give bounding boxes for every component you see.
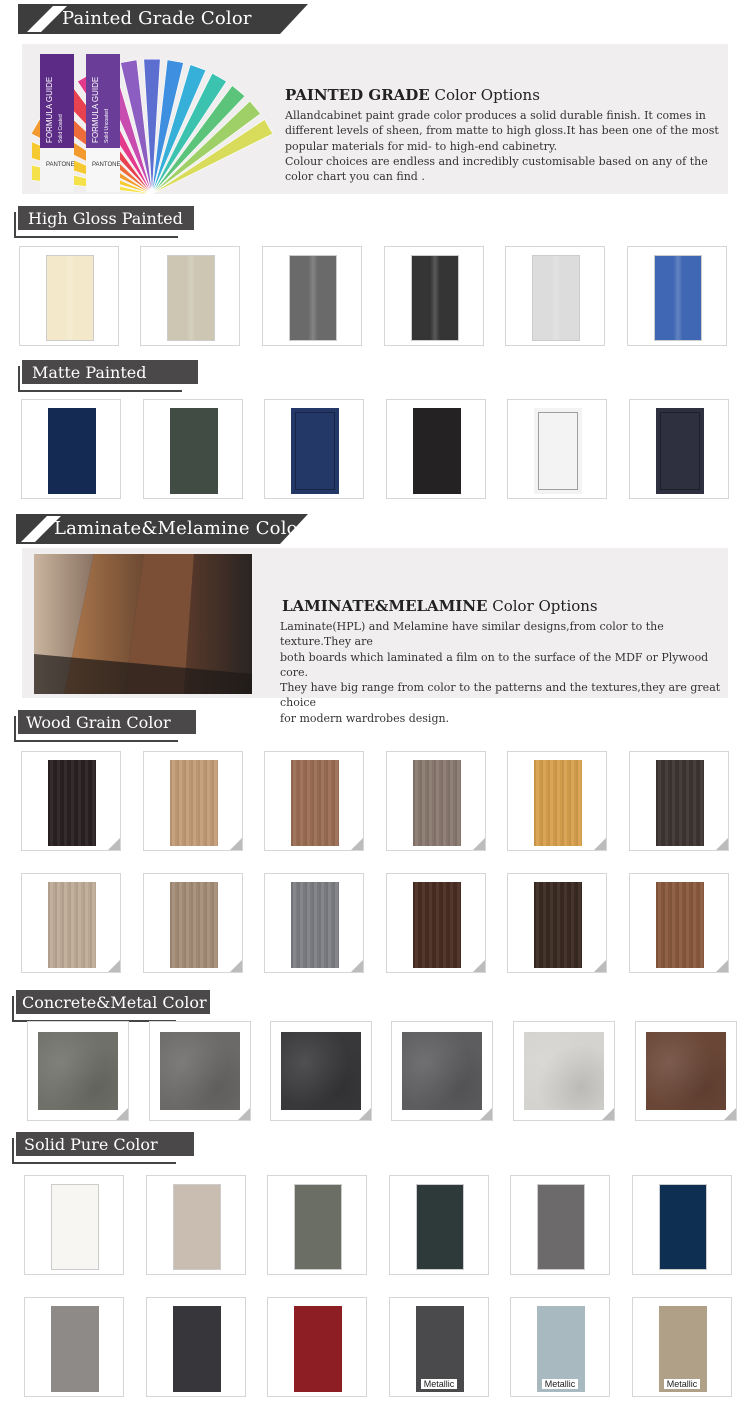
laminate-banner-title: Laminate&Melamine Color: [54, 518, 307, 539]
page-curl-decoration: [116, 1108, 128, 1120]
page-curl-decoration: [230, 960, 242, 972]
wood-grain-card: [629, 873, 729, 973]
color-swatch: [534, 408, 582, 494]
painted-grade-info-panel: [22, 44, 728, 194]
solid-pure-card: [146, 1175, 246, 1275]
wood-grain-card: [21, 751, 121, 851]
painted-grade-description: Allandcabinet paint grade color produces a solid durable finish. It comes in different levels of sheen, from matte to high gloss.It has been one of the most popular materials for mid- to high-end cabinetry. Colour choices are endless and incredibly customisable based on any of the color chart you can find .: [285, 109, 719, 184]
wood-grain-card: [143, 751, 243, 851]
solid-pure-card: [389, 1175, 489, 1275]
page-curl-decoration: [230, 838, 242, 850]
concrete-metal-card: [27, 1021, 129, 1121]
metallic-label: Metallic: [633, 1379, 731, 1389]
wood-grain-card: [386, 873, 486, 973]
high-gloss-card: [262, 246, 362, 346]
metallic-label: Metallic: [390, 1379, 488, 1389]
pantone-fan-image: [32, 48, 294, 194]
wood-grain-card: [264, 873, 364, 973]
color-swatch: [173, 1306, 221, 1392]
wood-grain-card: [629, 751, 729, 851]
high-gloss-card: [140, 246, 240, 346]
color-swatch: [294, 1306, 342, 1392]
concrete-metal-card: [149, 1021, 251, 1121]
solid-pure-card: [389, 1297, 489, 1397]
solid-pure-card: [267, 1297, 367, 1397]
color-swatch: [413, 882, 461, 968]
concrete-metal-card: [391, 1021, 493, 1121]
color-swatch: [170, 882, 218, 968]
solid-pure-card: [24, 1297, 124, 1397]
page-curl-decoration: [480, 1108, 492, 1120]
color-swatch: [524, 1032, 604, 1110]
color-swatch: [413, 408, 461, 494]
swatch-book-title-1: FORMULA GUIDE: [45, 76, 54, 143]
painted-grade-banner-title: Painted Grade Color: [62, 8, 252, 29]
page-curl-decoration: [473, 838, 485, 850]
solid-pure-card: [632, 1175, 732, 1275]
color-swatch: [402, 1032, 482, 1110]
page-curl-decoration: [351, 838, 363, 850]
color-swatch: [48, 408, 96, 494]
color-swatch: [170, 760, 218, 846]
color-swatch: [646, 1032, 726, 1110]
color-swatch: [291, 882, 339, 968]
color-swatch: [281, 1032, 361, 1110]
solid-pure-card: [24, 1175, 124, 1275]
solid-pure-card: [632, 1297, 732, 1397]
painted-grade-banner: [18, 4, 308, 34]
high-gloss-card: [384, 246, 484, 346]
laminate-description: Laminate(HPL) and Melamine have similar designs,from color to the texture.They are both boards which laminated a film on to the surface of the MDF or Plywood core. They have big range from color to the patterns and the textures,they are great choice for modern wardrobes design.: [280, 620, 721, 725]
concrete-metal-card: [635, 1021, 737, 1121]
page-curl-decoration: [724, 1108, 736, 1120]
color-swatch: [413, 760, 461, 846]
color-swatch: [51, 1306, 99, 1392]
page-curl-decoration: [473, 960, 485, 972]
solid-pure-card: [510, 1297, 610, 1397]
wood-grain-card: [143, 873, 243, 973]
high-gloss-card: [505, 246, 605, 346]
page-curl-decoration: [108, 838, 120, 850]
wood-grain-card: [386, 751, 486, 851]
swatch-book-brand-2: PANTONE: [92, 162, 121, 168]
color-swatch: [48, 882, 96, 968]
high-gloss-card: [19, 246, 119, 346]
laminate-info-panel: [22, 548, 728, 725]
matte-card: [143, 399, 243, 499]
color-swatch: [532, 255, 580, 341]
color-swatch: [534, 760, 582, 846]
wood-grain-card: [264, 751, 364, 851]
color-swatch: [160, 1032, 240, 1110]
color-swatch: [294, 1184, 342, 1270]
matte-card: [629, 399, 729, 499]
wood-grain-card: [507, 873, 607, 973]
color-swatch: [167, 255, 215, 341]
swatch-book-sub-1: Solid Coated: [58, 114, 64, 143]
color-swatch: [656, 882, 704, 968]
color-swatch: [289, 255, 337, 341]
color-swatch: [51, 1184, 99, 1270]
color-swatch: [656, 408, 704, 494]
color-swatch: [537, 1184, 585, 1270]
matte-card: [21, 399, 121, 499]
concrete-metal-card: [513, 1021, 615, 1121]
color-swatch: [534, 882, 582, 968]
page-curl-decoration: [594, 838, 606, 850]
swatch-book-title-2: FORMULA GUIDE: [91, 76, 100, 143]
page-curl-decoration: [716, 960, 728, 972]
page-curl-decoration: [108, 960, 120, 972]
matte-card: [507, 399, 607, 499]
wood-grain-card: [21, 873, 121, 973]
painted-grade-title: PAINTED GRADE Color Options: [285, 86, 540, 104]
color-swatch: [48, 760, 96, 846]
page-curl-decoration: [359, 1108, 371, 1120]
page-curl-decoration: [351, 960, 363, 972]
wood-grain-card: [507, 751, 607, 851]
color-swatch: [291, 760, 339, 846]
solid-pure-card: [267, 1175, 367, 1275]
color-swatch: [656, 760, 704, 846]
laminate-banner: [16, 514, 308, 544]
color-swatch: [291, 408, 339, 494]
swatch-book-brand-1: PANTONE: [46, 162, 75, 168]
color-swatch: [173, 1184, 221, 1270]
color-swatch: [170, 408, 218, 494]
matte-card: [264, 399, 364, 499]
swatch-book-sub-2: Solid Uncoated: [104, 109, 110, 143]
high-gloss-card: [627, 246, 727, 346]
color-swatch: [416, 1184, 464, 1270]
page-curl-decoration: [238, 1108, 250, 1120]
color-swatch: [654, 255, 702, 341]
color-swatch: [659, 1184, 707, 1270]
laminate-title: LAMINATE&MELAMINE Color Options: [282, 597, 598, 615]
page-curl-decoration: [594, 960, 606, 972]
color-swatch: [38, 1032, 118, 1110]
page-curl-decoration: [602, 1108, 614, 1120]
solid-pure-card: [146, 1297, 246, 1397]
matte-card: [386, 399, 486, 499]
color-swatch: [411, 255, 459, 341]
color-swatch: [46, 255, 94, 341]
page-curl-decoration: [716, 838, 728, 850]
metallic-label: Metallic: [511, 1379, 609, 1389]
solid-pure-card: [510, 1175, 610, 1275]
wood-boards-image: [34, 554, 252, 694]
concrete-metal-card: [270, 1021, 372, 1121]
